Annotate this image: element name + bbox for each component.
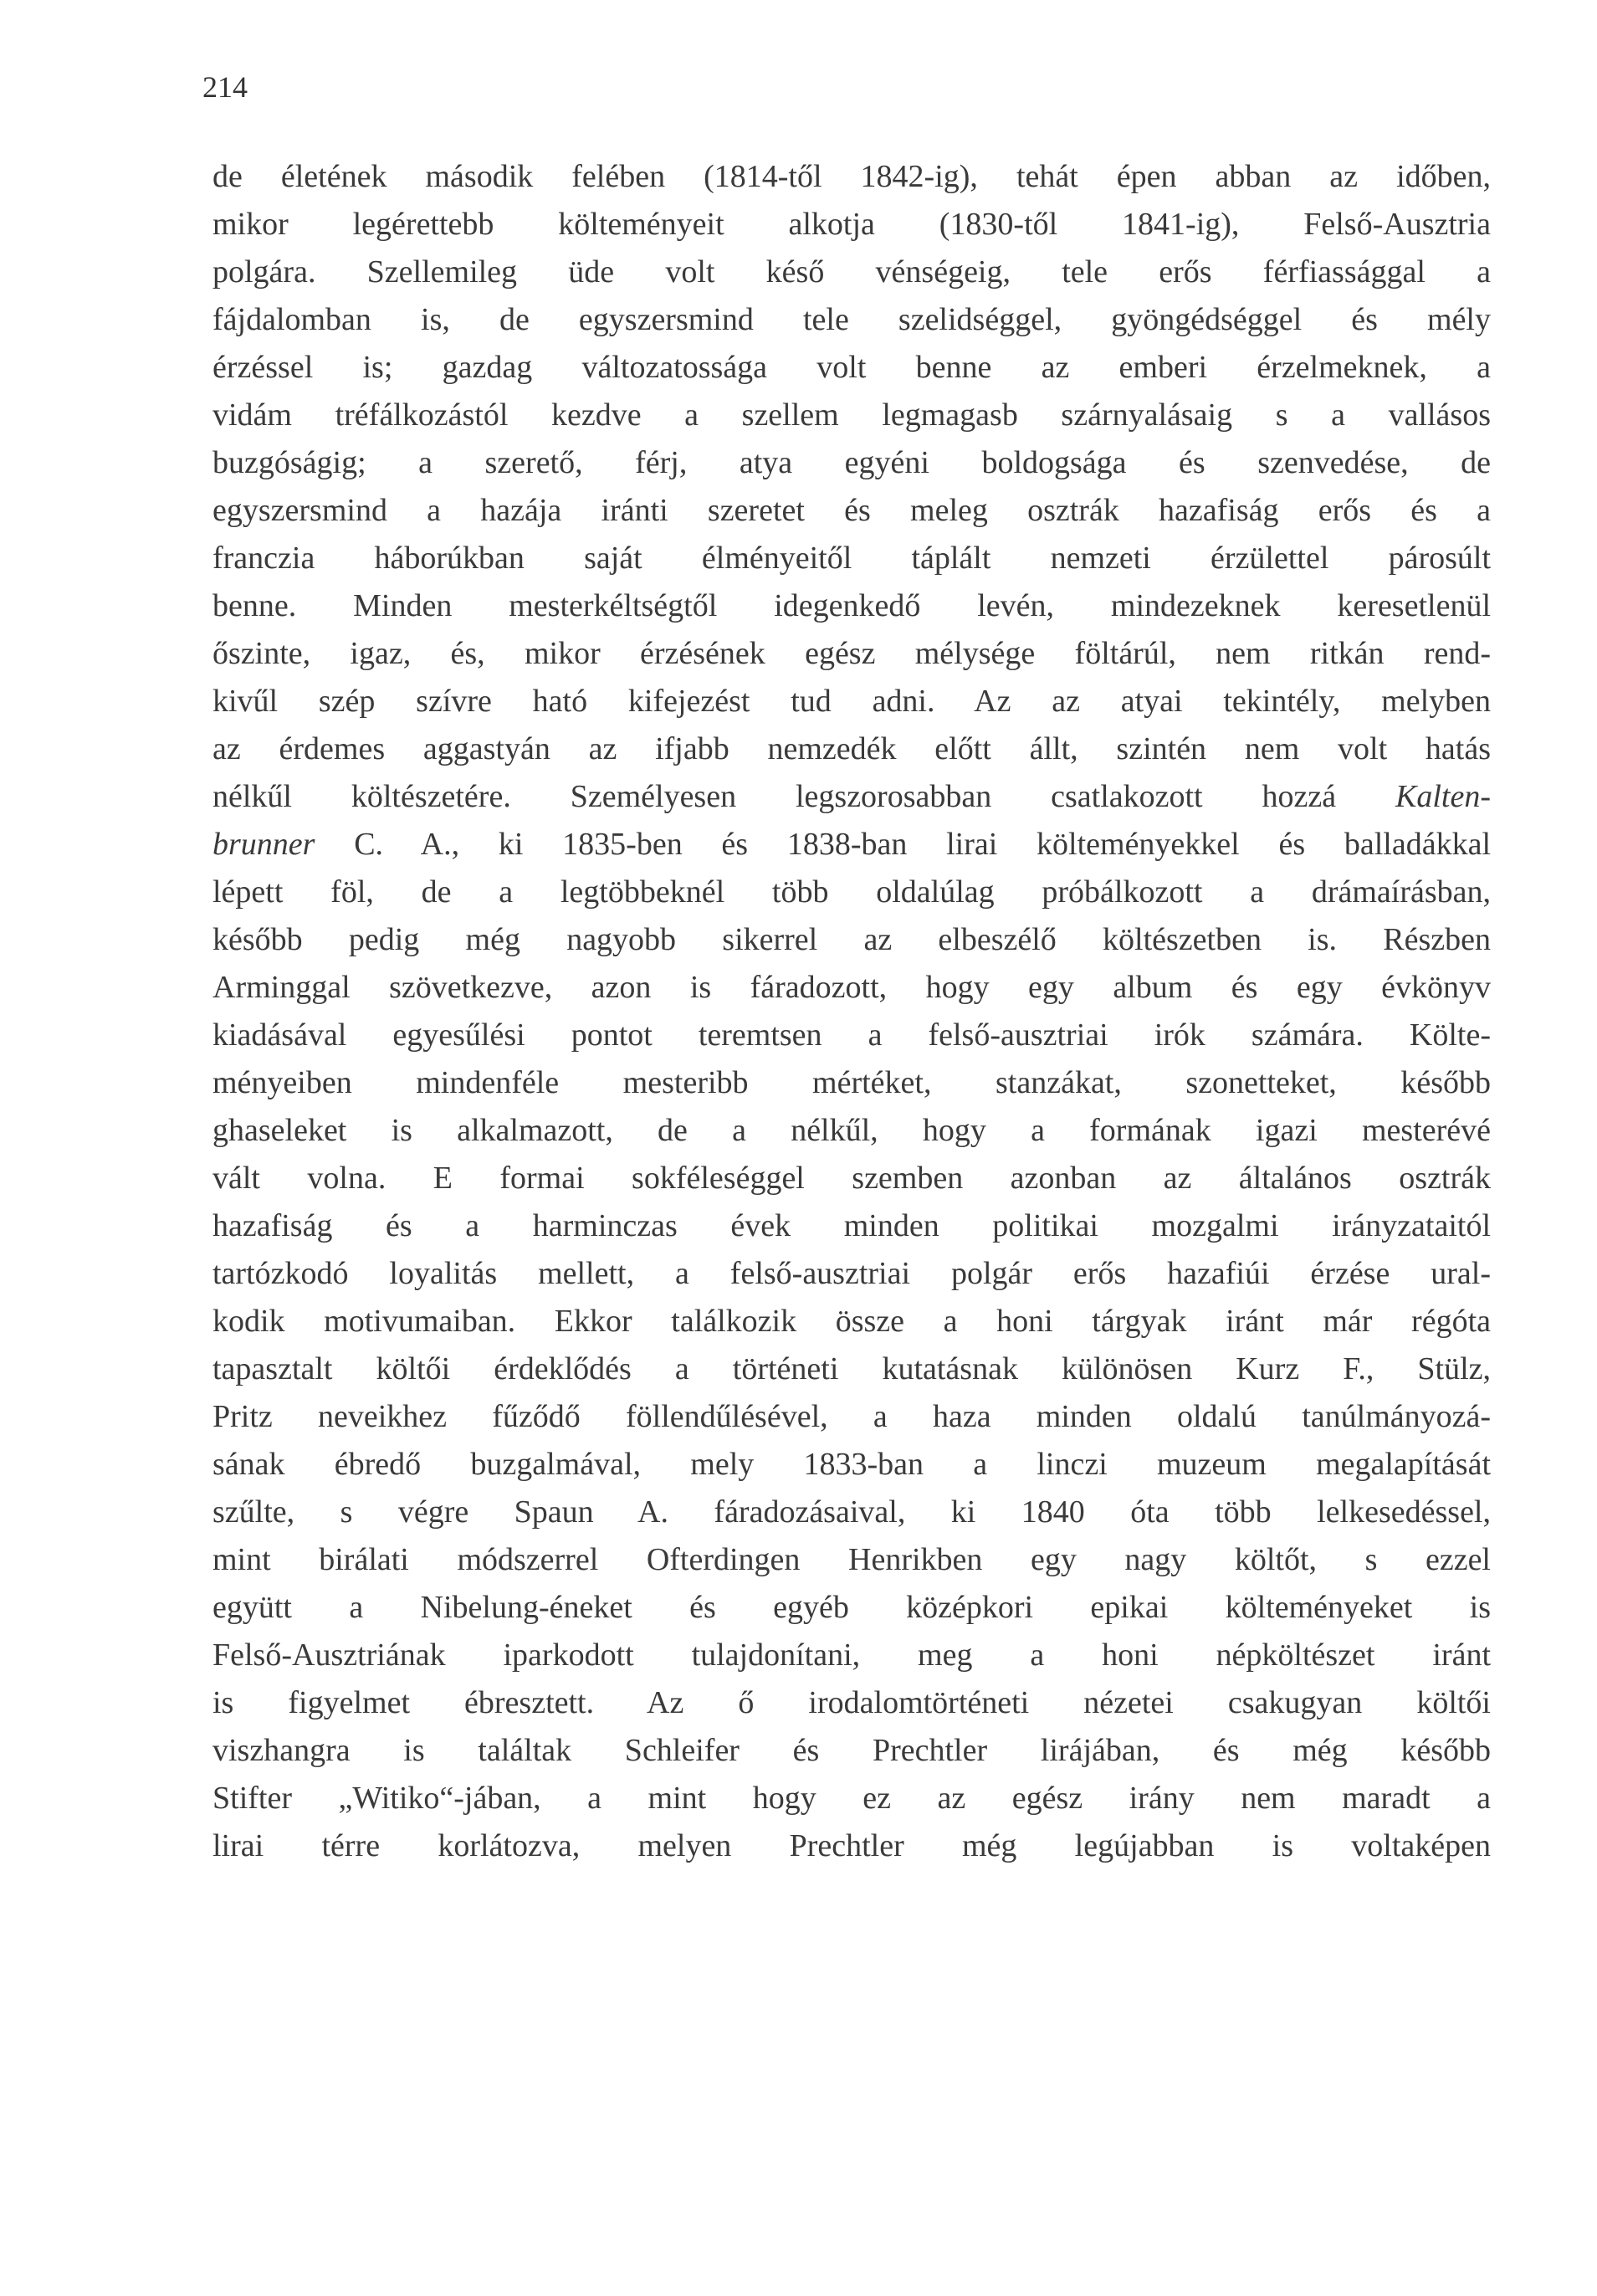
text-segment: de életének második felében (1814-től 1842-ig), tehát épen abban az időben, xyxy=(212,159,1491,194)
text-segment: mikor legérettebb költeményeit alkotja (1830-től 1841-ig), Felső-Ausztria xyxy=(212,207,1491,242)
text-segment: ghaseleket is alkalmazott, de a nélkűl, hogy a formának igazi mesterévé xyxy=(212,1113,1491,1148)
text-segment: lépett föl, de a legtöbbeknél több oldalúlag próbálkozott a drámaírásban, xyxy=(212,874,1491,910)
text-segment: fájdalomban is, de egyszersmind tele szelidséggel, gyöngédséggel és mély xyxy=(212,302,1491,337)
text-line xyxy=(212,1250,1491,1298)
italic-name: brunner xyxy=(212,827,315,862)
text-segment: nélkűl költészetére. Személyesen legszorosabban csatlakozott hozzá xyxy=(212,779,1396,814)
text-line xyxy=(212,678,1491,725)
text-line xyxy=(212,964,1491,1012)
text-line xyxy=(212,869,1491,916)
text-line xyxy=(212,296,1491,344)
text-segment: viszhangra is találtak Schleifer és Prechtler lirájában, és még később xyxy=(212,1733,1491,1768)
text-line xyxy=(212,1059,1491,1107)
text-line xyxy=(212,1012,1491,1059)
text-line xyxy=(212,1298,1491,1345)
text-segment: kivűl szép szívre ható kifejezést tud adni. Az az atyai tekintély, melyben xyxy=(212,684,1491,719)
text-line xyxy=(212,1489,1491,1536)
text-line xyxy=(212,1155,1491,1202)
text-segment: Felső-Ausztriának iparkodott tulajdonítani, meg a honi népköltészet iránt xyxy=(212,1637,1491,1673)
text-line xyxy=(212,1536,1491,1584)
text-segment: őszinte, igaz, és, mikor érzésének egész mélysége föltárúl, nem ritkán rend- xyxy=(212,636,1491,671)
text-line xyxy=(212,1727,1491,1775)
text-segment: buzgóságig; a szerető, férj, atya egyéni boldogsága és szenvedése, de xyxy=(212,445,1491,480)
text-line xyxy=(212,1202,1491,1250)
text-segment: tapasztalt költői érdeklődés a történeti kutatásnak különösen Kurz F., Stülz, xyxy=(212,1351,1491,1386)
text-line xyxy=(212,1107,1491,1155)
text-segment: ményeiben mindenféle mesteribb mértéket, stanzákat, szonetteket, később xyxy=(212,1065,1491,1100)
text-segment: vált volna. E formai sokféleséggel szemben azonban az általános osztrák xyxy=(212,1161,1491,1196)
text-line xyxy=(212,1441,1491,1489)
text-line xyxy=(212,582,1491,630)
text-line xyxy=(212,773,1491,821)
text-line xyxy=(212,201,1491,249)
text-segment: franczia háborúkban saját élményeitől táplált nemzeti érzülettel párosúlt xyxy=(212,541,1491,576)
text-segment: kodik motivumaiban. Ekkor találkozik össze a honi tárgyak iránt már régóta xyxy=(212,1304,1491,1339)
text-line xyxy=(212,1345,1491,1393)
text-segment: együtt a Nibelung-éneket és egyéb középkori epikai költeményeket is xyxy=(212,1590,1491,1625)
text-segment: Arminggal szövetkezve, azon is fáradozott, hogy egy album és egy évkönyv xyxy=(212,970,1491,1005)
text-line xyxy=(212,535,1491,582)
text-segment: hazafiság és a harminczas évek minden politikai mozgalmi irányzataitól xyxy=(212,1208,1491,1243)
text-segment: C. A., ki 1835-ben és 1838-ban lirai költeményekkel és balladákkal xyxy=(315,827,1491,862)
text-line xyxy=(212,1679,1491,1727)
text-line xyxy=(212,249,1491,296)
text-line xyxy=(212,1584,1491,1632)
text-segment: kiadásával egyesűlési pontot teremtsen a felső-ausztriai irók számára. Költe- xyxy=(212,1017,1491,1053)
text-line xyxy=(212,392,1491,439)
text-line xyxy=(212,1393,1491,1441)
text-line xyxy=(212,153,1491,201)
text-line xyxy=(212,821,1491,869)
text-line xyxy=(212,1822,1491,1870)
text-segment: sának ébredő buzgalmával, mely 1833-ban a linczi muzeum megalapítását xyxy=(212,1447,1491,1482)
text-line xyxy=(212,630,1491,678)
text-line xyxy=(212,916,1491,964)
italic-name: Kalten- xyxy=(1395,779,1491,814)
text-line xyxy=(212,1632,1491,1679)
text-segment: vidám tréfálkozástól kezdve a szellem legmagasb szárnyalásaig s a vallásos xyxy=(212,397,1491,433)
text-segment: lirai térre korlátozva, melyen Prechtler még legújabban is voltaképen xyxy=(212,1828,1491,1863)
page-number: 214 xyxy=(202,70,248,104)
text-segment: szűlte, s végre Spaun A. fáradozásaival, ki 1840 óta több lelkesedéssel, xyxy=(212,1494,1491,1530)
body-text xyxy=(212,153,1491,1870)
text-segment: polgára. Szellemileg üde volt késő vénségeig, tele erős férfiassággal a xyxy=(212,254,1491,290)
text-line xyxy=(212,439,1491,487)
text-segment: az érdemes aggastyán az ifjabb nemzedék előtt állt, szintén nem volt hatás xyxy=(212,731,1491,766)
text-segment: egyszersmind a hazája iránti szeretet és meleg osztrák hazafiság erős és a xyxy=(212,493,1491,528)
text-segment: is figyelmet ébresztett. Az ő irodalomtörténeti nézetei csakugyan költői xyxy=(212,1685,1491,1720)
text-segment: mint birálati módszerrel Ofterdingen Henrikben egy nagy költőt, s ezzel xyxy=(212,1542,1491,1577)
text-segment: később pedig még nagyobb sikerrel az elbeszélő költészetben is. Részben xyxy=(212,922,1491,957)
text-line xyxy=(212,1775,1491,1822)
text-segment: érzéssel is; gazdag változatossága volt benne az emberi érzelmeknek, a xyxy=(212,350,1491,385)
text-segment: tartózkodó loyalitás mellett, a felső-ausztriai polgár erős hazafiúi érzése ural- xyxy=(212,1256,1491,1291)
text-segment: Stifter „Witiko“-jában, a mint hogy ez az egész irány nem maradt a xyxy=(212,1781,1491,1816)
text-line xyxy=(212,725,1491,773)
text-segment: Pritz neveikhez fűződő föllendűlésével, a haza minden oldalú tanúlmányozá- xyxy=(212,1399,1491,1434)
text-line xyxy=(212,487,1491,535)
text-line xyxy=(212,344,1491,392)
text-segment: benne. Minden mesterkéltségtől idegenkedő levén, mindezeknek keresetlenül xyxy=(212,588,1491,623)
